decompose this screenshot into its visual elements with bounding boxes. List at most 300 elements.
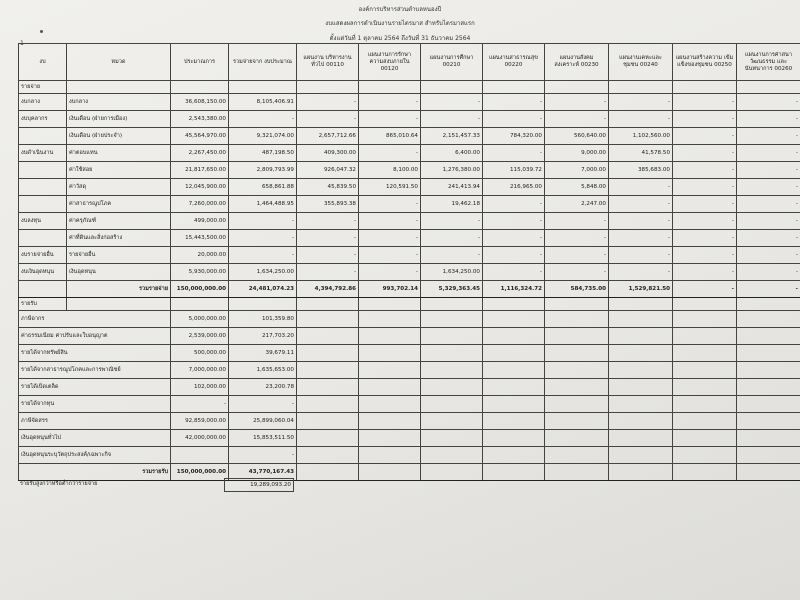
group-cell: งบดำเนินงาน [19, 145, 67, 162]
empty-cell [545, 413, 609, 430]
table-row [19, 328, 800, 345]
empty-cell [483, 345, 545, 362]
value-cell: - [483, 247, 545, 264]
table-row [19, 196, 800, 213]
value-cell: - [229, 230, 297, 247]
value-cell: - [421, 213, 483, 230]
category-cell: รายได้จากสาธารณูปโภคและการพาณิชย์ [19, 362, 171, 379]
value-cell: 15,443,500.00 [171, 230, 229, 247]
value-cell: - [229, 447, 297, 464]
value-cell: 1,634,250.00 [421, 264, 483, 281]
value-cell: - [737, 145, 800, 162]
empty-cell [297, 81, 359, 94]
empty-cell [483, 379, 545, 396]
category-cell: เงินอุดหนุนทั่วไป [19, 430, 171, 447]
value-cell: - [609, 111, 673, 128]
value-cell: - [609, 230, 673, 247]
empty-cell [609, 328, 673, 345]
empty-cell [673, 328, 737, 345]
value-cell: 115,039.72 [483, 162, 545, 179]
value-cell: 7,000,000.00 [171, 362, 229, 379]
value-cell: - [229, 213, 297, 230]
empty-cell [737, 345, 800, 362]
value-cell: - [609, 213, 673, 230]
table-row [19, 447, 800, 464]
value-cell: 409,300.00 [297, 145, 359, 162]
empty-cell [673, 430, 737, 447]
empty-cell [545, 298, 609, 311]
empty-cell [359, 447, 421, 464]
value-cell: - [545, 213, 609, 230]
category-cell: ค่าธรรมเนียม ค่าปรับและใบอนุญาต [19, 328, 171, 345]
value-cell: 385,683.00 [609, 162, 673, 179]
category-cell: ค่าครุภัณฑ์ [67, 213, 171, 230]
value-cell: - [297, 213, 359, 230]
category-cell: เงินอุดหนุนระบุวัตถุประสงค์/เฉพาะกิจ [19, 447, 171, 464]
value-cell: - [297, 230, 359, 247]
value-cell: - [673, 264, 737, 281]
empty-cell [297, 298, 359, 311]
value-cell: - [673, 145, 737, 162]
group-cell: งบเงินอุดหนุน [19, 264, 67, 281]
empty-cell [297, 328, 359, 345]
value-cell: 1,634,250.00 [229, 264, 297, 281]
empty-cell [737, 430, 800, 447]
value-cell: 39,679.11 [229, 345, 297, 362]
value-cell: 1,102,560.00 [609, 128, 673, 145]
value-cell: - [171, 396, 229, 413]
value-cell: - [737, 264, 800, 281]
value-cell: 5,329,363.45 [421, 281, 483, 298]
section-row [19, 298, 800, 311]
empty-cell [359, 396, 421, 413]
empty-cell [673, 362, 737, 379]
empty-cell [359, 298, 421, 311]
empty-cell [673, 345, 737, 362]
value-cell: - [737, 281, 800, 298]
section-label: รายจ่าย [19, 81, 67, 94]
table-row [19, 396, 800, 413]
value-cell: - [737, 162, 800, 179]
empty-cell [545, 328, 609, 345]
empty-cell [737, 413, 800, 430]
page-number: 1 [20, 40, 24, 47]
value-cell: 2,151,457.33 [421, 128, 483, 145]
value-cell: 5,000,000.00 [171, 311, 229, 328]
value-cell: - [737, 111, 800, 128]
value-cell: 1,116,324.72 [483, 281, 545, 298]
value-cell: 2,657,712.66 [297, 128, 359, 145]
category-cell: ค่าตอบแทน [67, 145, 171, 162]
value-cell: - [737, 230, 800, 247]
value-cell: - [421, 111, 483, 128]
empty-cell [19, 281, 67, 298]
value-cell: - [421, 247, 483, 264]
empty-cell [297, 430, 359, 447]
value-cell: 9,000.00 [545, 145, 609, 162]
value-cell: - [673, 230, 737, 247]
category-cell: เงินเดือน (ฝ่ายประจำ) [67, 128, 171, 145]
empty-cell [673, 464, 737, 481]
total-row [19, 281, 800, 298]
table-row [19, 430, 800, 447]
value-cell: 25,899,060.04 [229, 413, 297, 430]
value-cell: 12,045,900.00 [171, 179, 229, 196]
empty-cell [737, 328, 800, 345]
table-row [19, 162, 800, 179]
column-header: หมวด [67, 44, 171, 81]
empty-cell [483, 447, 545, 464]
value-cell: 6,400.00 [421, 145, 483, 162]
value-cell: 241,413.94 [421, 179, 483, 196]
column-header: แผนงานการรักษา ความสงบภายใน 00120 [359, 44, 421, 81]
value-cell: 4,394,792.86 [297, 281, 359, 298]
column-header: แผนงานเคหะและ ชุมชน 00240 [609, 44, 673, 81]
empty-cell [297, 362, 359, 379]
value-cell: 7,000.00 [545, 162, 609, 179]
empty-cell [297, 396, 359, 413]
group-cell: งบบุคลากร [19, 111, 67, 128]
empty-cell [359, 81, 421, 94]
value-cell: 150,000,000.00 [171, 281, 229, 298]
value-cell: - [421, 230, 483, 247]
value-cell: 15,853,511.50 [229, 430, 297, 447]
empty-cell [483, 430, 545, 447]
column-header: รวมจ่ายจาก งบประมาณ [229, 44, 297, 81]
value-cell: - [737, 128, 800, 145]
empty-cell [229, 81, 297, 94]
category-cell: รายได้เบ็ดเตล็ด [19, 379, 171, 396]
value-cell: - [673, 247, 737, 264]
value-cell: 865,010.64 [359, 128, 421, 145]
empty-cell [609, 396, 673, 413]
empty-cell [673, 447, 737, 464]
value-cell: 584,735.00 [545, 281, 609, 298]
value-cell: - [673, 111, 737, 128]
column-header: งบ [19, 44, 67, 81]
section-row [19, 81, 800, 94]
value-cell: - [545, 230, 609, 247]
empty-cell [297, 379, 359, 396]
value-cell: 2,247.00 [545, 196, 609, 213]
value-cell: - [359, 247, 421, 264]
value-cell: - [483, 196, 545, 213]
empty-cell [421, 81, 483, 94]
value-cell: 1,276,380.00 [421, 162, 483, 179]
value-cell: 784,320.00 [483, 128, 545, 145]
category-cell: ภาษีอากร [19, 311, 171, 328]
value-cell: 1,464,488.95 [229, 196, 297, 213]
value-cell: - [673, 162, 737, 179]
empty-cell [545, 447, 609, 464]
empty-cell [171, 298, 229, 311]
value-cell: - [359, 213, 421, 230]
empty-cell [609, 345, 673, 362]
value-cell: - [737, 213, 800, 230]
value-cell: - [483, 230, 545, 247]
empty-cell [421, 345, 483, 362]
value-cell: - [359, 230, 421, 247]
column-header: แผนงานสาธารณสุข 00220 [483, 44, 545, 81]
value-cell: 45,839.50 [297, 179, 359, 196]
value-cell: 24,481,074.23 [229, 281, 297, 298]
empty-cell [359, 464, 421, 481]
empty-cell [673, 298, 737, 311]
empty-cell [421, 379, 483, 396]
empty-cell [545, 311, 609, 328]
value-cell: - [229, 396, 297, 413]
empty-cell [297, 311, 359, 328]
value-cell: - [609, 179, 673, 196]
empty-cell [609, 430, 673, 447]
category-cell: เงินอุดหนุน [67, 264, 171, 281]
financial-table [18, 43, 800, 481]
value-cell: - [737, 196, 800, 213]
value-cell: 21,817,650.00 [171, 162, 229, 179]
empty-cell [545, 362, 609, 379]
category-cell: ค่าสาธารณูปโภค [67, 196, 171, 213]
report-title: งบแสดงผลการดำเนินงานรายไตรมาส สำหรับไตรมาสแรก [325, 20, 475, 27]
value-cell: 41,578.50 [609, 145, 673, 162]
value-cell: - [297, 94, 359, 111]
value-cell: 150,000,000.00 [171, 464, 229, 481]
org-name: องค์การบริหารส่วนตำบลหนองปี [358, 6, 442, 13]
category-cell: รายได้จากทรัพย์สิน [19, 345, 171, 362]
total-label: รวมรายจ่าย [67, 281, 171, 298]
empty-cell [297, 464, 359, 481]
empty-cell [737, 298, 800, 311]
value-cell: 19,462.18 [421, 196, 483, 213]
empty-cell [737, 311, 800, 328]
category-cell: ค่าวัสดุ [67, 179, 171, 196]
value-cell: 8,100.00 [359, 162, 421, 179]
value-cell: 120,591.50 [359, 179, 421, 196]
empty-cell [359, 311, 421, 328]
value-cell: 101,359.80 [229, 311, 297, 328]
value-cell: - [297, 264, 359, 281]
value-cell: 9,321,074.00 [229, 128, 297, 145]
table-row [19, 311, 800, 328]
empty-cell [737, 362, 800, 379]
empty-cell [609, 379, 673, 396]
value-cell: - [297, 111, 359, 128]
value-cell: 43,770,167.43 [229, 464, 297, 481]
empty-cell [421, 298, 483, 311]
value-cell: - [359, 145, 421, 162]
empty-cell [483, 328, 545, 345]
value-cell: - [359, 196, 421, 213]
value-cell: 500,000.00 [171, 345, 229, 362]
empty-cell [67, 81, 171, 94]
value-cell: - [737, 94, 800, 111]
value-cell: - [483, 94, 545, 111]
table-row [19, 379, 800, 396]
value-cell: - [673, 128, 737, 145]
value-cell: - [609, 196, 673, 213]
value-cell: 8,105,406.91 [229, 94, 297, 111]
value-cell: - [737, 247, 800, 264]
empty-cell [737, 379, 800, 396]
value-cell: 5,930,000.00 [171, 264, 229, 281]
empty-cell [421, 447, 483, 464]
value-cell: - [673, 179, 737, 196]
group-cell [19, 162, 67, 179]
empty-cell [421, 362, 483, 379]
empty-cell [421, 413, 483, 430]
empty-cell [545, 396, 609, 413]
value-cell: 92,859,000.00 [171, 413, 229, 430]
empty-cell [737, 464, 800, 481]
empty-cell [545, 464, 609, 481]
empty-cell [673, 396, 737, 413]
value-cell: - [673, 94, 737, 111]
value-cell: 2,809,793.99 [229, 162, 297, 179]
value-cell: - [673, 196, 737, 213]
table-row [19, 362, 800, 379]
value-cell: 1,529,821.50 [609, 281, 673, 298]
column-header: แผนงานสร้างความ เข้มแข็งของชุมชน 00250 [673, 44, 737, 81]
value-cell: 499,000.00 [171, 213, 229, 230]
empty-cell [171, 81, 229, 94]
value-cell: - [483, 111, 545, 128]
empty-cell [545, 81, 609, 94]
category-cell: ภาษีจัดสรร [19, 413, 171, 430]
value-cell: - [609, 264, 673, 281]
table-row [19, 179, 800, 196]
total-row [19, 464, 800, 481]
value-cell: 2,267,450.00 [171, 145, 229, 162]
group-cell: งบกลาง [19, 94, 67, 111]
value-cell: 2,539,000.00 [171, 328, 229, 345]
empty-cell [609, 298, 673, 311]
column-header: แผนงานสังคม สงเคราะห์ 00230 [545, 44, 609, 81]
value-cell: - [421, 94, 483, 111]
table-row [19, 145, 800, 162]
empty-cell [737, 396, 800, 413]
value-cell: - [673, 213, 737, 230]
empty-cell [609, 362, 673, 379]
value-cell: - [359, 94, 421, 111]
column-header: ประมาณการ [171, 44, 229, 81]
speck [40, 30, 43, 33]
empty-cell [421, 328, 483, 345]
table-row [19, 264, 800, 281]
value-cell: - [359, 264, 421, 281]
empty-cell [545, 379, 609, 396]
value-cell: - [737, 179, 800, 196]
value-cell: 993,702.14 [359, 281, 421, 298]
value-cell: - [609, 247, 673, 264]
value-cell: - [483, 145, 545, 162]
empty-cell [483, 396, 545, 413]
value-cell: 355,893.38 [297, 196, 359, 213]
value-cell: 45,564,970.00 [171, 128, 229, 145]
value-cell: 36,608,150.00 [171, 94, 229, 111]
empty-cell [483, 413, 545, 430]
empty-cell [297, 345, 359, 362]
value-cell: - [297, 247, 359, 264]
column-header: แผนงานการศาสนา วัฒนธรรม และ นันทนาการ 00260 [737, 44, 800, 81]
value-cell: 42,000,000.00 [171, 430, 229, 447]
value-cell: - [359, 111, 421, 128]
table-row [19, 230, 800, 247]
empty-cell [609, 311, 673, 328]
empty-cell [483, 362, 545, 379]
value-cell: - [229, 247, 297, 264]
group-cell: งบรายจ่ายอื่น [19, 247, 67, 264]
empty-cell [609, 464, 673, 481]
value-cell: - [229, 111, 297, 128]
value-cell: 926,047.32 [297, 162, 359, 179]
value-cell: - [545, 264, 609, 281]
category-cell: ค่าใช้สอย [67, 162, 171, 179]
empty-cell [737, 81, 800, 94]
value-cell: 5,848.00 [545, 179, 609, 196]
table-row [19, 128, 800, 145]
empty-cell [673, 311, 737, 328]
value-cell: 7,260,000.00 [171, 196, 229, 213]
empty-cell [359, 430, 421, 447]
value-cell: - [545, 94, 609, 111]
empty-cell [483, 298, 545, 311]
table-row [19, 111, 800, 128]
section-label: รายรับ [19, 298, 67, 311]
value-cell: 20,000.00 [171, 247, 229, 264]
report-period: ตั้งแต่วันที่ 1 ตุลาคม 2564 ถึงวันที่ 31 ธันวาคม 2564 [329, 35, 471, 42]
empty-cell [297, 447, 359, 464]
value-cell: - [545, 247, 609, 264]
empty-cell [359, 413, 421, 430]
value-cell: - [483, 264, 545, 281]
value-cell: - [483, 213, 545, 230]
empty-cell [297, 413, 359, 430]
empty-cell [421, 430, 483, 447]
empty-cell [673, 379, 737, 396]
empty-cell [359, 328, 421, 345]
category-cell: รายจ่ายอื่น [67, 247, 171, 264]
total-label: รวมรายรับ [19, 464, 171, 481]
empty-cell [483, 311, 545, 328]
empty-cell [737, 447, 800, 464]
category-cell: รายได้จากทุน [19, 396, 171, 413]
empty-cell [67, 298, 171, 311]
group-cell [19, 179, 67, 196]
empty-cell [359, 345, 421, 362]
value-cell: 487,198.50 [229, 145, 297, 162]
table-row [19, 345, 800, 362]
empty-cell [359, 379, 421, 396]
value-cell: 217,703.20 [229, 328, 297, 345]
empty-cell [421, 396, 483, 413]
empty-cell [483, 464, 545, 481]
net-value: 19,289,093.20 [224, 478, 294, 492]
group-cell [19, 128, 67, 145]
table-row [19, 94, 800, 111]
table-row [19, 413, 800, 430]
value-cell [171, 447, 229, 464]
empty-cell [609, 413, 673, 430]
value-cell: 560,640.00 [545, 128, 609, 145]
empty-cell [421, 311, 483, 328]
empty-cell [359, 362, 421, 379]
empty-cell [421, 464, 483, 481]
column-header: แผนงาน บริหารงานทั่วไป 00110 [297, 44, 359, 81]
value-cell: - [545, 111, 609, 128]
net-label: รายรับสูงกว่าหรือต่ำกว่ารายจ่าย [20, 481, 98, 487]
empty-cell [545, 345, 609, 362]
value-cell: - [673, 281, 737, 298]
column-header: แผนงานการศึกษา 00210 [421, 44, 483, 81]
